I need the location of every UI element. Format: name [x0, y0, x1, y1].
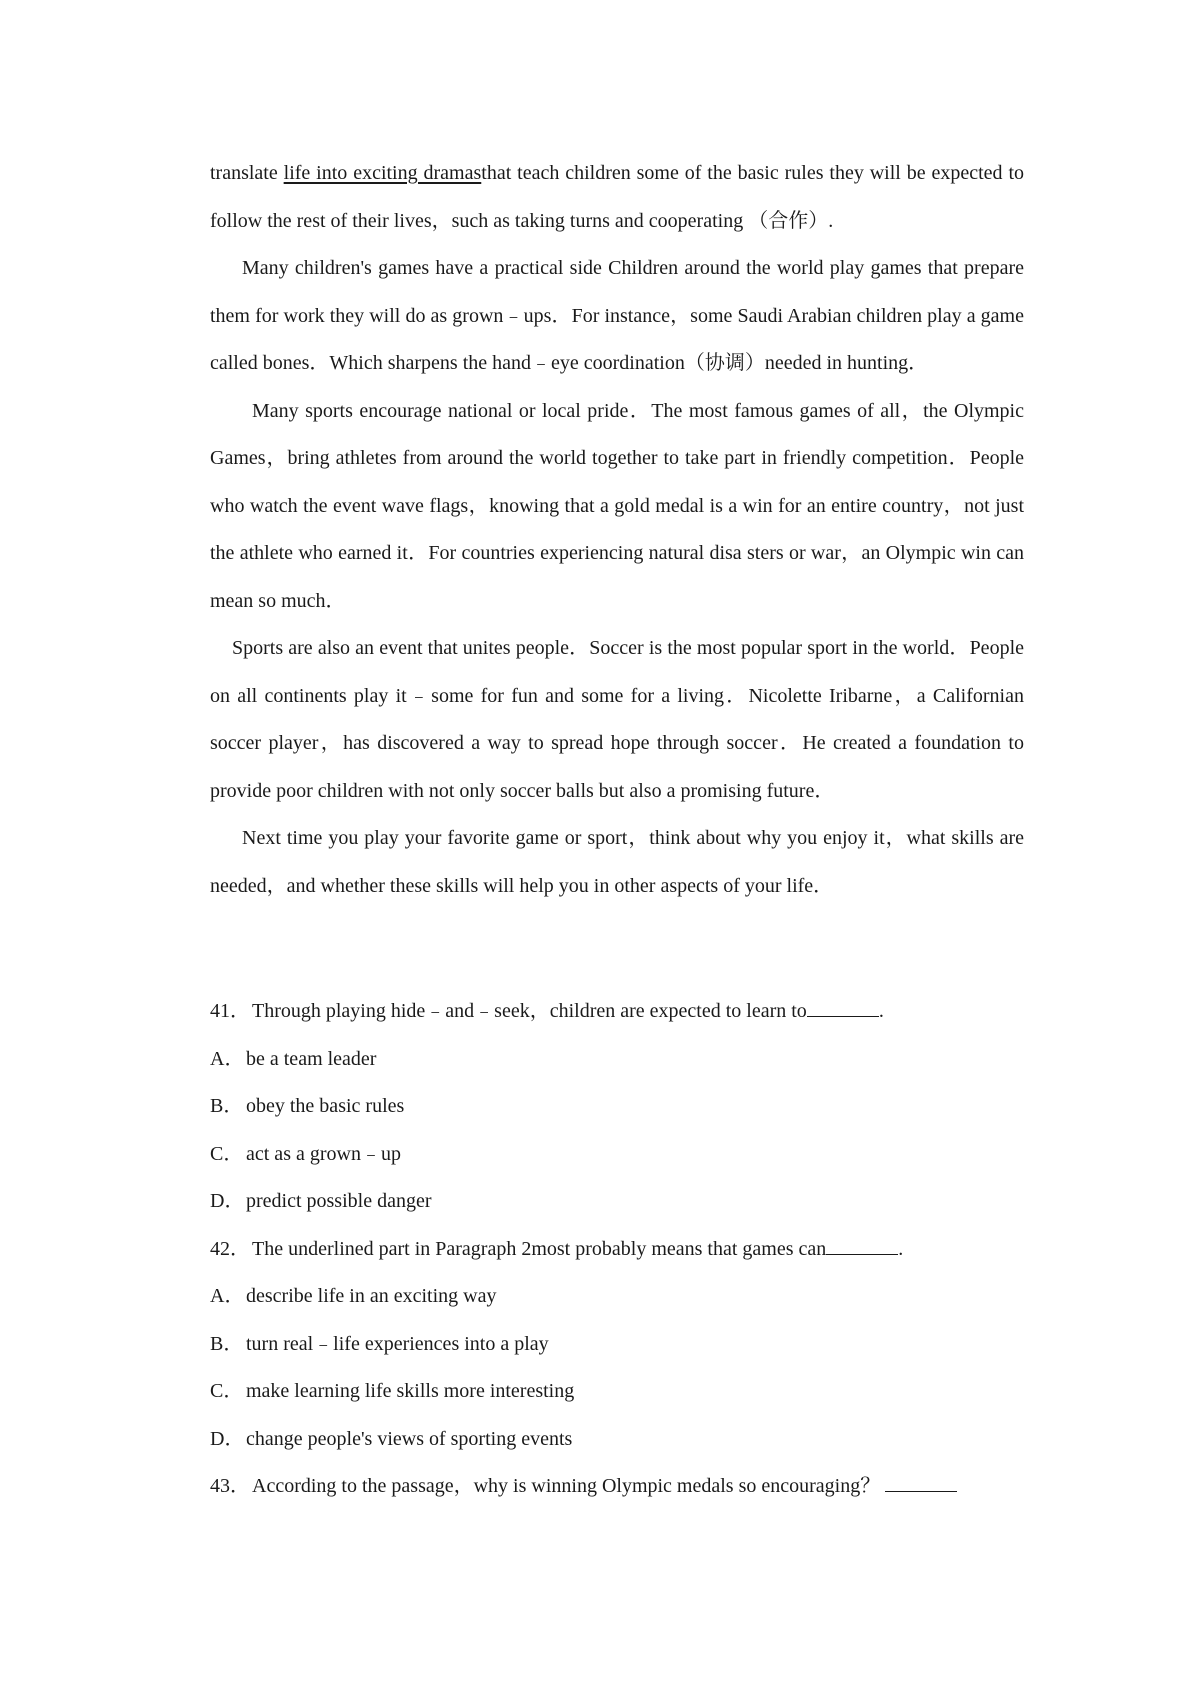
paragraph-1 — [210, 150, 1024, 245]
question-stem: Through playing hide﹣and﹣seek，children are expected to learn to — [252, 1000, 807, 1022]
question-stem-end: . — [898, 1237, 904, 1260]
answer-blank[interactable] — [826, 1236, 898, 1255]
questions-section — [210, 988, 1024, 1511]
reading-passage — [210, 150, 1024, 910]
question-stem: According to the passage，why is winning Olympic medals so encouraging？ — [252, 1475, 881, 1497]
question-stem-end: . — [878, 1000, 884, 1022]
option-letter: A． — [210, 1285, 245, 1307]
option-42-c[interactable] — [210, 1368, 1024, 1416]
paragraph-5: Next time you play your favorite game or sport，think about why you enjoy it，what skills are needed，and whether these skills will help you in other aspects of your life． — [210, 827, 1024, 897]
underlined-phrase: life into exciting dramas — [283, 162, 482, 184]
question-41 — [210, 988, 1024, 1036]
answer-blank[interactable] — [885, 1473, 957, 1492]
option-letter: C． — [210, 1380, 244, 1402]
option-letter: C． — [210, 1142, 244, 1165]
option-42-a[interactable] — [210, 1273, 1024, 1321]
option-letter: B． — [210, 1095, 244, 1117]
option-text: be a team leader — [246, 1047, 377, 1070]
option-letter: A． — [210, 1047, 245, 1070]
option-41-a[interactable] — [210, 1036, 1024, 1084]
option-text: change people's views of sporting events — [246, 1427, 573, 1450]
paragraph-3: Many sports encourage national or local pride．The most famous games of all，the Olympic Games，bring athletes from around the world together to take part in friendly competition．People who watch the event wave flags，knowing that a gold medal is a win for an entire country，not just the athlete who earned it．For countries experiencing natural disa sters or war，an Olympic win can mean so much． — [210, 399, 1024, 612]
answer-blank[interactable] — [807, 998, 879, 1017]
question-number: 43． — [210, 1475, 250, 1497]
option-42-d[interactable] — [210, 1416, 1024, 1464]
paragraph-4: Sports are also an event that unites people．Soccer is the most popular sport in the world．People on all continents play it﹣some for fun and some for a living．Nicolette Iribarne，a Californian soccer player，has discovered a way to spread hope through soccer．He created a foundation to provide poor children with not only soccer balls but also a promising future． — [210, 637, 1024, 802]
question-stem: The underlined part in Paragraph 2most probably means that games can — [252, 1237, 827, 1260]
paragraph-2: Many children's games have a practical side Children around the world play games that prepare them for work they will do as grown﹣ups．For instance，some Saudi Arabian children play a game called bones．Which sharpens the hand﹣eye coordination（协调）needed in hunting． — [210, 257, 1024, 374]
document-page — [210, 150, 1024, 1511]
paragraph-1-start: translate — [210, 162, 284, 184]
option-41-b[interactable] — [210, 1083, 1024, 1131]
option-text: turn real﹣life experiences into a play — [246, 1332, 549, 1355]
option-text: predict possible danger — [246, 1190, 432, 1212]
option-41-d[interactable] — [210, 1178, 1024, 1226]
paragraph-1-rest: that teach children some of the basic rules they will be expected to follow the rest of their lives，such as taking turns and cooperating （合作）. — [210, 162, 1024, 232]
option-text: act as a grown﹣up — [246, 1142, 401, 1165]
option-text: obey the basic rules — [246, 1095, 405, 1117]
option-42-b[interactable] — [210, 1321, 1024, 1369]
option-letter: D． — [210, 1190, 245, 1212]
option-text: describe life in an exciting way — [246, 1285, 497, 1307]
question-number: 41． — [210, 1000, 250, 1022]
option-letter: D． — [210, 1427, 245, 1450]
question-42 — [210, 1226, 1024, 1274]
option-letter: B． — [210, 1332, 244, 1355]
option-text: make learning life skills more interesting — [246, 1380, 575, 1402]
question-number: 42． — [210, 1237, 250, 1260]
question-43 — [210, 1463, 1024, 1511]
option-41-c[interactable] — [210, 1131, 1024, 1179]
